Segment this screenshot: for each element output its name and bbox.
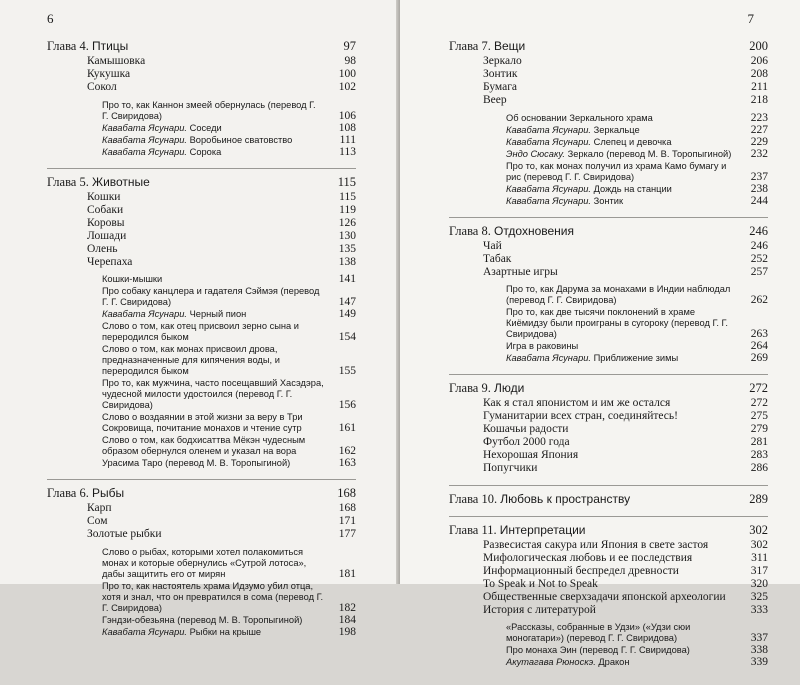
topic-page-number: 208: [750, 68, 768, 80]
story-entry: [47, 321, 356, 343]
story-title: Рыбки на крыше: [189, 626, 262, 637]
story-entry: [47, 286, 356, 308]
story-title: Про то, как Дарума за монахами в Индии наблюдал (перевод Г. Г. Свиридова): [506, 284, 731, 305]
story-page-number: 111: [339, 133, 356, 146]
topic-title: Олень: [87, 242, 118, 255]
story-title: «Рассказы, собранные в Удзи» («Удзи сюи моногатари») (перевод Г. Г. Свиридова): [506, 622, 691, 643]
story-page-number: 338: [750, 644, 768, 656]
chapter-title: Вещи: [493, 39, 526, 53]
topic-entry: [449, 55, 768, 68]
topic-page-number: 177: [338, 528, 356, 540]
story-page-number: 156: [338, 399, 356, 411]
topic-entry: [47, 68, 356, 81]
chapter-title: Интерпретации: [499, 522, 586, 537]
story-page-number: 262: [750, 294, 768, 306]
topic-title: Черепаха: [87, 255, 133, 268]
topic-page-number: 119: [339, 203, 356, 216]
story-entry: [449, 353, 768, 364]
story-title: Гэндзи-обезьяна (перевод М. В. Торопыгиной): [102, 614, 303, 625]
story-author: Акутагава Рюноскэ.: [506, 657, 596, 667]
story-entry: [47, 378, 356, 411]
story-title: Про то, как настоятель храма Идзумо убил отца, хотя и знал, что он превратился в сома (перевод Г. Г. Свиридова): [102, 580, 324, 613]
story-author: Кавабата Ясунари.: [102, 134, 188, 145]
chapter-number: Глава 10.: [449, 491, 498, 506]
topic-title: Общественные сверхзадачи японской археологии: [483, 590, 726, 603]
topic-page-number: 206: [750, 55, 768, 67]
chapter-page-number: 289: [749, 491, 768, 506]
story-entry: [47, 547, 356, 580]
topic-entry: [47, 204, 356, 217]
topic-page-number: 102: [338, 81, 356, 93]
topic-page-number: 211: [751, 81, 768, 93]
story-title: Зеркало (перевод М. В. Торопыгиной): [567, 148, 732, 159]
story-entry: [47, 123, 356, 134]
story-page-number: 263: [750, 328, 768, 340]
chapter-entry: [449, 492, 768, 506]
story-entry: [47, 627, 356, 638]
story-title: Слово о том, как бодхисаттва Мёкэн чудесным образом обернулся оленем и указал на вора: [102, 435, 306, 456]
chapter-page-number: 200: [749, 39, 768, 53]
topic-entry: [449, 253, 768, 266]
divider: [47, 168, 356, 169]
topic-title: Азартные игры: [483, 265, 558, 278]
story-author: Кавабата Ясунари.: [506, 195, 592, 206]
topic-entry: [449, 565, 768, 578]
topic-title: Развесистая сакура или Япония в свете застоя: [483, 538, 709, 551]
topic-title: To Speak и Not to Speak: [483, 577, 598, 590]
topic-title: Футбол 2000 года: [483, 436, 570, 448]
chapter-heading: [47, 486, 356, 500]
topic-page-number: 100: [338, 68, 356, 80]
story-page-number: 113: [339, 145, 356, 158]
topic-page-number: 283: [750, 449, 768, 461]
story-title: Про то, как две тысячи поклонений в храме Киёмидзу были проиграны в сугороку (перевод Г. Г. Свиридова): [506, 307, 729, 339]
story-author: Кавабата Ясунари.: [506, 353, 592, 363]
story-entry: [47, 147, 356, 158]
chapter-entry: [449, 381, 768, 475]
topic-title: Веер: [483, 94, 507, 106]
topic-page-number: 252: [750, 252, 768, 265]
divider: [449, 516, 768, 517]
story-author: Кавабата Ясунари.: [102, 122, 188, 133]
topic-entry: [47, 191, 356, 204]
story-title: Сорока: [189, 146, 222, 157]
topic-entry: [449, 539, 768, 552]
story-title: Про то, как мужчина, часто посещавший Хасэдэра, чудесной милости удостоился (перевод Г. Г. Свиридова): [102, 378, 324, 410]
topic-page-number: 302: [750, 538, 768, 551]
story-page-number: 264: [750, 340, 768, 352]
story-title: Про то, как монах получил из храма Камо бумагу и рис (перевод Г. Г. Свиридова): [506, 160, 727, 182]
chapter-page-number: 97: [343, 39, 356, 53]
story-page-number: 149: [338, 308, 356, 320]
topic-entry: [449, 410, 768, 423]
chapter-title: Птицы: [91, 39, 129, 53]
topic-entry: [449, 578, 768, 591]
topic-entry: [449, 449, 768, 462]
table-of-contents: [449, 39, 768, 685]
topic-page-number: 281: [750, 436, 768, 448]
table-of-contents: [47, 39, 356, 655]
chapter-number: Глава 4.: [47, 39, 89, 53]
story-entry: [449, 657, 768, 668]
topic-page-number: 325: [750, 590, 768, 603]
topic-entry: [449, 462, 768, 475]
topic-title: Нехорошая Япония: [483, 449, 579, 461]
topic-entry: [47, 502, 356, 515]
topic-title: Кошачьи радости: [483, 423, 569, 435]
story-author: Эндо Сюсаку.: [506, 148, 565, 159]
chapter-title: Отдохновения: [493, 223, 574, 238]
story-page-number: 184: [338, 613, 356, 626]
story-entry: [47, 458, 356, 469]
story-title: Слово о рыбах, которыми хотел полакомиться монах и которые обернулись «Сутрой лотоса», дабы защитить его от мирян: [102, 546, 307, 579]
story-title: Соседи: [189, 122, 222, 133]
chapter-entry: [449, 39, 768, 207]
topic-title: Золотые рыбки: [87, 528, 162, 540]
story-page-number: 141: [338, 273, 356, 285]
story-entry: [449, 149, 768, 160]
chapter-heading: [449, 381, 768, 395]
topic-entry: [47, 515, 356, 528]
topic-page-number: 257: [750, 265, 768, 278]
topic-title: Лошади: [87, 229, 127, 242]
story-page-number: 147: [338, 296, 356, 308]
story-entry: [449, 125, 768, 136]
story-title: Про собаку канцлера и гадателя Сэймэя (перевод Г. Г. Свиридова): [102, 286, 320, 307]
topic-page-number: 171: [338, 515, 356, 527]
story-entry: [449, 196, 768, 207]
chapter-heading: [47, 39, 356, 53]
story-author: Кавабата Ясунари.: [506, 136, 592, 147]
chapter-title: Рыбы: [91, 486, 125, 500]
chapter-entry: [47, 39, 356, 158]
topic-title: Зеркало: [483, 55, 522, 67]
story-title: Урасима Таро (перевод М. В. Торопыгиной): [102, 458, 291, 468]
story-entry: [47, 274, 356, 285]
left-page: [0, 0, 400, 638]
story-page-number: 181: [338, 567, 356, 580]
story-entry: [449, 137, 768, 148]
chapter-page-number: 246: [749, 223, 768, 238]
divider: [47, 479, 356, 480]
chapter-heading: [47, 175, 356, 189]
topic-page-number: 272: [750, 397, 768, 409]
topic-page-number: 275: [750, 410, 768, 422]
story-page-number: 269: [750, 352, 768, 364]
chapter-title: Животные: [91, 174, 150, 189]
right-page: [400, 0, 800, 668]
story-page-number: 163: [338, 457, 356, 469]
story-entry: [449, 645, 768, 656]
topic-page-number: 320: [750, 577, 768, 590]
topic-title: Чай: [483, 239, 502, 252]
story-entry: [449, 341, 768, 352]
story-page-number: 198: [338, 625, 356, 638]
story-page-number: 339: [750, 656, 768, 668]
topic-title: Собаки: [87, 203, 124, 216]
story-entry: [449, 184, 768, 195]
story-title: Дракон: [598, 657, 630, 667]
topic-page-number: 317: [750, 564, 768, 577]
topic-title: Попугчики: [483, 462, 538, 474]
topic-entry: [449, 81, 768, 94]
story-title: Об основании Зеркального храма: [506, 112, 653, 123]
story-entry: [47, 344, 356, 377]
topic-title: Сом: [87, 515, 108, 527]
topic-title: История с литературой: [483, 603, 596, 616]
story-page-number: 227: [750, 123, 768, 136]
topic-entry: [47, 256, 356, 269]
topic-entry: [47, 528, 356, 541]
story-entry: [47, 435, 356, 457]
story-page-number: 337: [750, 632, 768, 644]
topic-entry: [449, 423, 768, 436]
chapter-number: Глава 8.: [449, 223, 491, 238]
topic-page-number: 218: [750, 94, 768, 106]
topic-page-number: 98: [344, 55, 356, 67]
topic-entry: [47, 55, 356, 68]
topic-title: Кукушка: [87, 68, 131, 80]
story-entry: [47, 581, 356, 614]
story-title: Про то, как Каннон змеей обернулась (перевод Г. Г. Свиридова): [102, 99, 316, 121]
topic-title: Кошки: [87, 190, 121, 203]
topic-page-number: 138: [338, 255, 356, 268]
story-entry: [47, 135, 356, 146]
topic-page-number: 286: [750, 462, 768, 474]
topic-page-number: 246: [750, 239, 768, 252]
topic-entry: [449, 240, 768, 253]
story-page-number: 238: [750, 182, 768, 195]
chapter-page-number: 272: [749, 381, 768, 395]
chapter-number: Глава 11.: [449, 522, 497, 537]
story-page-number: 161: [338, 422, 356, 434]
story-title: Кошки-мышки: [102, 274, 163, 284]
topic-title: Зонтик: [483, 68, 518, 80]
chapter-entry: [47, 486, 356, 638]
topic-title: Бумага: [483, 81, 518, 93]
story-author: Кавабата Ясунари.: [506, 183, 592, 194]
topic-title: Информационный беспредел древности: [483, 564, 679, 577]
story-page-number: 162: [338, 445, 356, 457]
topic-title: Сокол: [87, 81, 117, 93]
story-title: Приближение зимы: [593, 353, 679, 363]
story-page-number: 155: [338, 365, 356, 377]
topic-page-number: 311: [751, 551, 768, 564]
story-title: Слово о воздаянии в этой жизни за веру в Три Сокровища, почитание монахов и чтение сутр: [102, 412, 303, 433]
story-page-number: 154: [338, 331, 356, 343]
story-title: Игра в раковины: [506, 341, 579, 351]
story-title: Зеркальце: [593, 124, 640, 135]
topic-title: Табак: [483, 252, 512, 265]
page-number: 7: [747, 11, 754, 26]
chapter-entry: [449, 224, 768, 365]
story-entry: [47, 412, 356, 434]
story-page-number: 223: [750, 111, 768, 124]
story-page-number: 108: [338, 121, 356, 134]
topic-page-number: 168: [338, 502, 356, 514]
chapter-heading: [449, 224, 768, 238]
topic-entry: [449, 397, 768, 410]
chapter-title: Любовь к пространству: [500, 491, 631, 506]
topic-entry: [47, 230, 356, 243]
topic-entry: [47, 243, 356, 256]
story-author: Кавабата Ясунари.: [102, 626, 188, 637]
story-title: Слепец и девочка: [593, 136, 672, 147]
story-title: Слово о том, как монах присвоил дрова, предназначенные для кипячения воды, и переродился быком: [102, 344, 280, 376]
chapter-number: Глава 6.: [47, 486, 89, 500]
story-title: Про монаха Эин (перевод Г. Г. Свиридова): [506, 645, 690, 655]
story-title: Воробьиное сватовство: [189, 134, 293, 145]
topic-entry: [449, 68, 768, 81]
story-author: Кавабата Ясунари.: [102, 309, 188, 319]
chapter-number: Глава 9.: [449, 381, 491, 395]
topic-page-number: 135: [338, 242, 356, 255]
topic-page-number: 333: [750, 603, 768, 616]
divider: [449, 485, 768, 486]
chapter-entry: [47, 175, 356, 470]
topic-entry: [449, 591, 768, 604]
topic-page-number: 126: [338, 216, 356, 229]
story-entry: [449, 113, 768, 124]
chapter-page-number: 302: [749, 522, 768, 537]
chapter-heading: [449, 39, 768, 53]
chapter-page-number: 168: [337, 486, 356, 500]
story-entry: [47, 309, 356, 320]
topic-title: Как я стал японистом и им же остался: [483, 397, 671, 409]
chapter-heading: [449, 492, 768, 506]
story-page-number: 106: [338, 109, 356, 122]
story-title: Слово о том, как отец присвоил зерно сына и переродился быком: [102, 321, 299, 342]
chapter-page-number: 115: [337, 174, 356, 189]
topic-title: Камышовка: [87, 55, 146, 67]
story-entry: [449, 307, 768, 340]
topic-page-number: 279: [750, 423, 768, 435]
story-entry: [449, 161, 768, 183]
page-number: 6: [47, 11, 54, 26]
chapter-number: Глава 5.: [47, 174, 89, 189]
topic-entry: [449, 552, 768, 565]
story-page-number: 229: [750, 135, 768, 148]
story-title: Черный пион: [189, 309, 247, 319]
topic-entry: [47, 217, 356, 230]
topic-entry: [449, 604, 768, 617]
story-author: Кавабата Ясунари.: [102, 146, 188, 157]
story-page-number: 244: [750, 194, 768, 207]
topic-title: Карп: [87, 502, 112, 514]
story-page-number: 182: [338, 601, 356, 614]
story-title: Зонтик: [593, 195, 624, 206]
topic-entry: [449, 436, 768, 449]
story-entry: [47, 100, 356, 122]
topic-entry: [47, 81, 356, 94]
story-author: Кавабата Ясунари.: [506, 124, 592, 135]
topic-entry: [449, 94, 768, 107]
topic-title: Гуманитарии всех стран, соединяйтесь!: [483, 410, 678, 422]
chapter-heading: [449, 523, 768, 537]
topic-title: Мифологическая любовь и ее последствия: [483, 551, 693, 564]
topic-page-number: 115: [339, 190, 356, 203]
divider: [449, 217, 768, 218]
chapter-number: Глава 7.: [449, 39, 491, 53]
story-title: Дождь на станции: [593, 183, 672, 194]
divider: [449, 374, 768, 375]
topic-title: Коровы: [87, 216, 125, 229]
story-entry: [449, 284, 768, 306]
chapter-entry: [449, 523, 768, 669]
story-page-number: 237: [750, 170, 768, 183]
story-entry: [449, 622, 768, 644]
topic-entry: [449, 266, 768, 279]
story-entry: [47, 615, 356, 626]
topic-page-number: 130: [338, 229, 356, 242]
story-page-number: 232: [750, 147, 768, 160]
chapter-title: Люди: [493, 381, 525, 395]
